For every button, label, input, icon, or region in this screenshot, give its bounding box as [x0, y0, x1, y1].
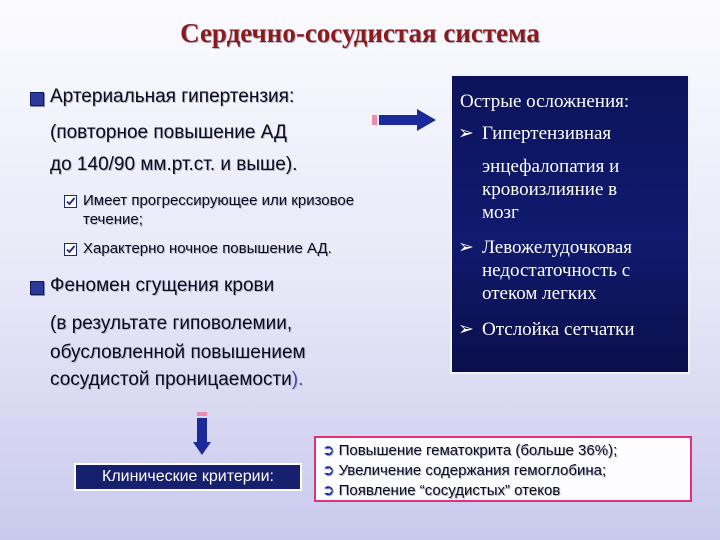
- criteria-item-text: Увеличение содержания гемоглобина;: [338, 462, 607, 479]
- criteria-item: [322, 481, 690, 501]
- complication-2-line1: Левожелудочковая: [482, 237, 633, 258]
- item1-sub2: Характерно ночное повышение АД.: [83, 240, 332, 257]
- curved-arrow-icon: ➲: [322, 462, 335, 479]
- arrowhead-bullet-icon: ➢: [458, 123, 474, 144]
- arrowhead-bullet-icon: ➢: [458, 319, 474, 340]
- checkbox-icon: [64, 243, 77, 256]
- bullet-square-icon: [30, 92, 44, 106]
- criteria-item: [322, 461, 690, 481]
- item2-line4-text: сосудистой проницаемости: [50, 369, 292, 390]
- curved-arrow-icon: ➲: [322, 442, 335, 459]
- complication-3-line1: Отслойка сетчатки: [482, 319, 635, 340]
- complication-2-line3: отеком легких: [482, 283, 597, 304]
- item1-line1: Артериальная гипертензия:: [50, 86, 295, 107]
- criteria-item-text: Повышение гематокрита (больше 36%);: [338, 442, 618, 459]
- arrow-down-icon: [193, 412, 213, 456]
- item1-line2: (повторное повышение АД: [50, 122, 287, 143]
- complication-2-line2: недостаточность с: [482, 260, 631, 281]
- slide-title: Сердечно-сосудистая система: [180, 18, 540, 48]
- criteria-signs-box: [314, 436, 692, 502]
- complication-1-line3: кровоизлияние в: [482, 179, 618, 200]
- clinical-criteria-label: Клинические критерии:: [74, 463, 302, 491]
- complications-heading: Острые осложнения:: [460, 91, 630, 112]
- curved-arrow-icon: ➲: [322, 482, 335, 499]
- arrow-right-icon: [372, 108, 438, 132]
- complication-1-line4: мозг: [482, 202, 519, 223]
- item1-sub1-line1: Имеет прогрессирующее или кризовое: [83, 192, 355, 209]
- item1-line3: до 140/90 мм.рт.ст. и выше).: [50, 154, 298, 175]
- item2-line3: обусловленной повышением: [50, 342, 306, 363]
- complications-box: [450, 74, 690, 374]
- bullet-square-icon: [30, 281, 44, 295]
- item2-line4-end: ).: [291, 369, 304, 390]
- item2-line2: (в результате гиповолемии,: [50, 313, 293, 334]
- checkbox-icon: [64, 195, 77, 208]
- item1-sub1-line2: течение;: [83, 211, 143, 228]
- item2-line1: Феномен сгущения крови: [50, 275, 275, 296]
- item2-line4: [50, 367, 303, 393]
- complication-1-line1: Гипертензивная: [482, 123, 612, 144]
- criteria-item-text: Появление “сосудистых” отеков: [338, 482, 561, 499]
- arrowhead-bullet-icon: ➢: [458, 237, 474, 258]
- criteria-item: [322, 441, 690, 461]
- complication-1-line2: энцефалопатия и: [482, 156, 620, 177]
